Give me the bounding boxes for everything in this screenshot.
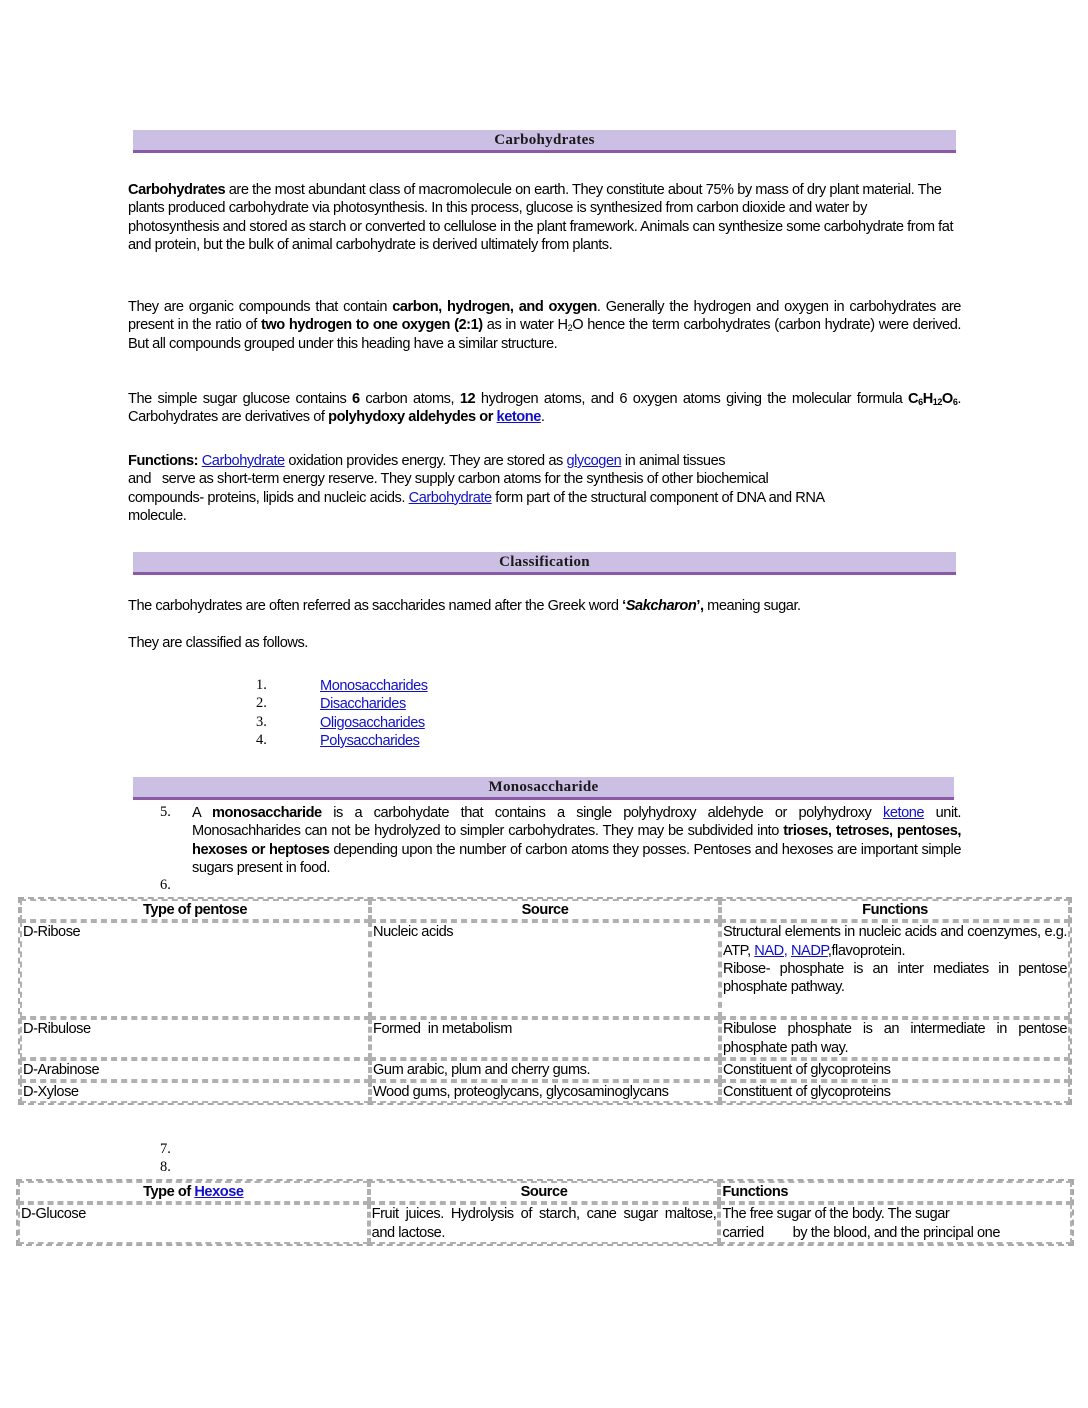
subscript: 6	[952, 397, 958, 407]
functions-line-1	[128, 452, 961, 470]
column-header: Type of pentose	[20, 899, 370, 921]
column-header	[18, 1181, 369, 1203]
ketone-link-2[interactable]: ketone	[882, 805, 925, 821]
table-row	[20, 1059, 1070, 1081]
cell-text: Structural elements in nucleic acids and coenzymes, e.g. ATP,	[723, 924, 1067, 959]
paragraph-text: carbon atoms,	[359, 391, 460, 407]
functions-paragraph	[128, 452, 961, 526]
nad-link[interactable]: NAD,	[754, 942, 788, 959]
paragraph-text: form part of the structural component of DNA and RNA	[491, 489, 825, 506]
bold-number: 12	[459, 391, 476, 407]
table-row	[18, 1203, 1072, 1244]
list-number: 1.	[256, 677, 267, 693]
list-number: 2.	[256, 695, 267, 711]
quote-open: ‘	[622, 598, 626, 614]
subscript: 2	[567, 323, 573, 334]
list-number: 6.	[160, 877, 171, 893]
list-number: 4.	[256, 732, 267, 748]
column-header: Functions	[719, 1181, 1072, 1203]
table-cell	[720, 921, 1070, 1018]
paragraph-text: O hence the term carbohydrates (carbon hydrate) were derived. But all compounds grouped under this heading have a similar structure.	[128, 317, 961, 352]
section-header-carbohydrates	[133, 130, 956, 153]
formula-c: C	[908, 391, 919, 407]
table-cell: D-Glucose	[18, 1203, 369, 1244]
cell-text: carried by the blood, and the principal one	[722, 1224, 1000, 1241]
paragraph-text: oxidation provides energy. They are stored as	[284, 453, 567, 469]
header-text: Type of	[143, 1184, 195, 1200]
paragraph-text: hydrogen atoms, and 6 oxygen atoms giving the molecular formula	[475, 391, 909, 407]
bold-text: two hydrogen to one oxygen (2:1)	[260, 317, 483, 334]
section-title: Monosaccharide	[488, 779, 599, 795]
functions-line-2: and serve as short-term energy reserve. They supply carbon atoms for the synthesis of other biochemical	[128, 471, 769, 488]
paragraph-text: .	[540, 409, 545, 426]
paragraph-text: The simple sugar glucose contains	[128, 391, 353, 407]
classification-paragraph-2: They are classified as follows.	[128, 635, 308, 651]
section-title: Classification	[499, 554, 590, 570]
column-header: Source	[369, 1181, 720, 1203]
functions-line-4: molecule.	[128, 508, 187, 525]
list-number: 5.	[160, 804, 171, 820]
classification-paragraph-1	[128, 597, 961, 615]
list-number: 8.	[160, 1159, 171, 1175]
section-title: Carbohydrates	[494, 132, 595, 148]
paragraph-text: The carbohydrates are often referred as saccharides named after the Greek word	[128, 598, 623, 614]
table-cell: D-Ribulose	[20, 1018, 370, 1059]
column-header: Source	[370, 899, 720, 921]
section-header-monosaccharide	[133, 777, 954, 800]
paragraph-text: . Carbohydrates are derivatives of	[128, 391, 961, 426]
table-cell: Constituent of glycoproteins	[720, 1081, 1070, 1103]
paragraph-text: meaning sugar.	[703, 598, 801, 614]
paragraph-text: in animal tissues	[621, 453, 726, 469]
bold-text: monosaccharide	[212, 805, 322, 821]
nadp-link[interactable]: NADP	[790, 942, 828, 959]
cell-text: ,flavoprotein.	[827, 942, 906, 959]
table-cell: Nucleic acids	[370, 921, 720, 1018]
paragraph-text: unit. Monosachharides can not be hydrolyzed to simpler carbohydrates. They may be subdivided into	[192, 805, 961, 840]
paragraph-text: are the most abundant class of macromolecule on earth. They constitute about 75% by mass of dry plant material. The plants produced carbohydrate via photosynthesis. In this process, glucose is synthesized from carbon dioxide and water by photosynthesis and stored as starch or converted to cellulose in the plant framework. Animals can synthesize some carbohydrate from fat and protein, but the bulk of animal carbohydrate is derived ultimately from plants.	[128, 182, 954, 254]
table-header-row	[20, 899, 1070, 921]
bold-number: 6	[352, 391, 360, 407]
table-cell: D-Ribose	[20, 921, 370, 1018]
bold-text: carbon, hydrogen, and oxygen	[392, 299, 597, 315]
cell-text: Ribose- phosphate is an inter mediates in pentose phosphate pathway.	[723, 960, 1067, 996]
table-row	[20, 1081, 1070, 1103]
paragraph-text: They are organic compounds that contain	[128, 299, 393, 315]
molecular-formula	[908, 391, 957, 407]
table-cell: D-Arabinose	[20, 1059, 370, 1081]
list-number: 7.	[160, 1141, 171, 1157]
table-cell: Constituent of glycoproteins	[720, 1059, 1070, 1081]
paragraph-text: compounds- proteins, lipids and nucleic acids.	[128, 489, 409, 506]
table-cell: Formed in metabolism	[370, 1018, 720, 1059]
monosaccharide-definition	[192, 804, 961, 878]
polysaccharides-link[interactable]: Polysaccharides	[320, 733, 420, 749]
quote-close: ’,	[696, 598, 704, 614]
oligosaccharides-link[interactable]: Oligosaccharides	[320, 715, 425, 731]
paragraph-text: as in water H	[482, 317, 568, 334]
paragraph-text: is a carbohydate that contains a single polyhydroxy aldehyde or polyhydroxy	[321, 805, 883, 821]
pentose-table	[18, 897, 1072, 1105]
table-header-row	[18, 1181, 1072, 1203]
cell-text: The free sugar of the body. The sugar	[722, 1206, 950, 1223]
table-cell	[719, 1203, 1072, 1244]
table-row	[20, 921, 1070, 1018]
table-cell: Gum arabic, plum and cherry gums.	[370, 1059, 720, 1081]
section-header-classification	[133, 552, 956, 575]
intro-paragraph-1	[128, 181, 961, 255]
subscript: 6	[918, 397, 923, 407]
paragraph-text: A	[192, 805, 213, 821]
column-header: Functions	[720, 899, 1070, 921]
bold-text: polyhydoxy aldehydes or	[328, 409, 497, 426]
disaccharides-link[interactable]: Disaccharides	[320, 696, 406, 712]
glycogen-link[interactable]: glycogen	[566, 453, 622, 469]
ketone-link[interactable]: ketone	[496, 409, 541, 426]
subscript: 12	[932, 397, 942, 407]
paragraph-text: depending upon the number of carbon atoms they posses. Pentoses and hexoses are important simple sugars present in food.	[192, 841, 962, 877]
hexose-table	[16, 1179, 1074, 1246]
carbohydrate-link-2[interactable]: Carbohydrate	[408, 489, 492, 506]
paragraph-text: . Generally the hydrogen and oxygen in carbohydrates are present in the ratio of	[128, 299, 961, 334]
table-cell: Ribulose phosphate is an intermediate in pentose phosphate path way.	[720, 1018, 1070, 1059]
table-cell: D-Xylose	[20, 1081, 370, 1103]
monosaccharides-link[interactable]: Monosaccharides	[320, 678, 428, 694]
formula-o: O	[941, 391, 953, 407]
intro-paragraph-3	[128, 390, 961, 427]
functions-line-3	[128, 489, 961, 507]
functions-label: Functions:	[128, 453, 199, 469]
greek-word: Sakcharon	[625, 598, 697, 614]
table-cell: Wood gums, proteoglycans, glycosaminoglycans	[370, 1081, 720, 1103]
term-carbohydrates: Carbohydrates	[128, 182, 226, 198]
bold-text: trioses, tetroses, pentoses, hexoses or heptoses	[192, 823, 961, 858]
formula-h: H	[922, 391, 933, 407]
table-row	[20, 1018, 1070, 1059]
table-cell: Fruit juices. Hydrolysis of starch, cane sugar maltose, and lactose.	[369, 1203, 720, 1244]
intro-paragraph-2	[128, 298, 961, 353]
hexose-link[interactable]: Hexose	[194, 1184, 244, 1200]
carbohydrate-link[interactable]: Carbohydrate	[201, 453, 285, 469]
list-number: 3.	[256, 714, 267, 730]
